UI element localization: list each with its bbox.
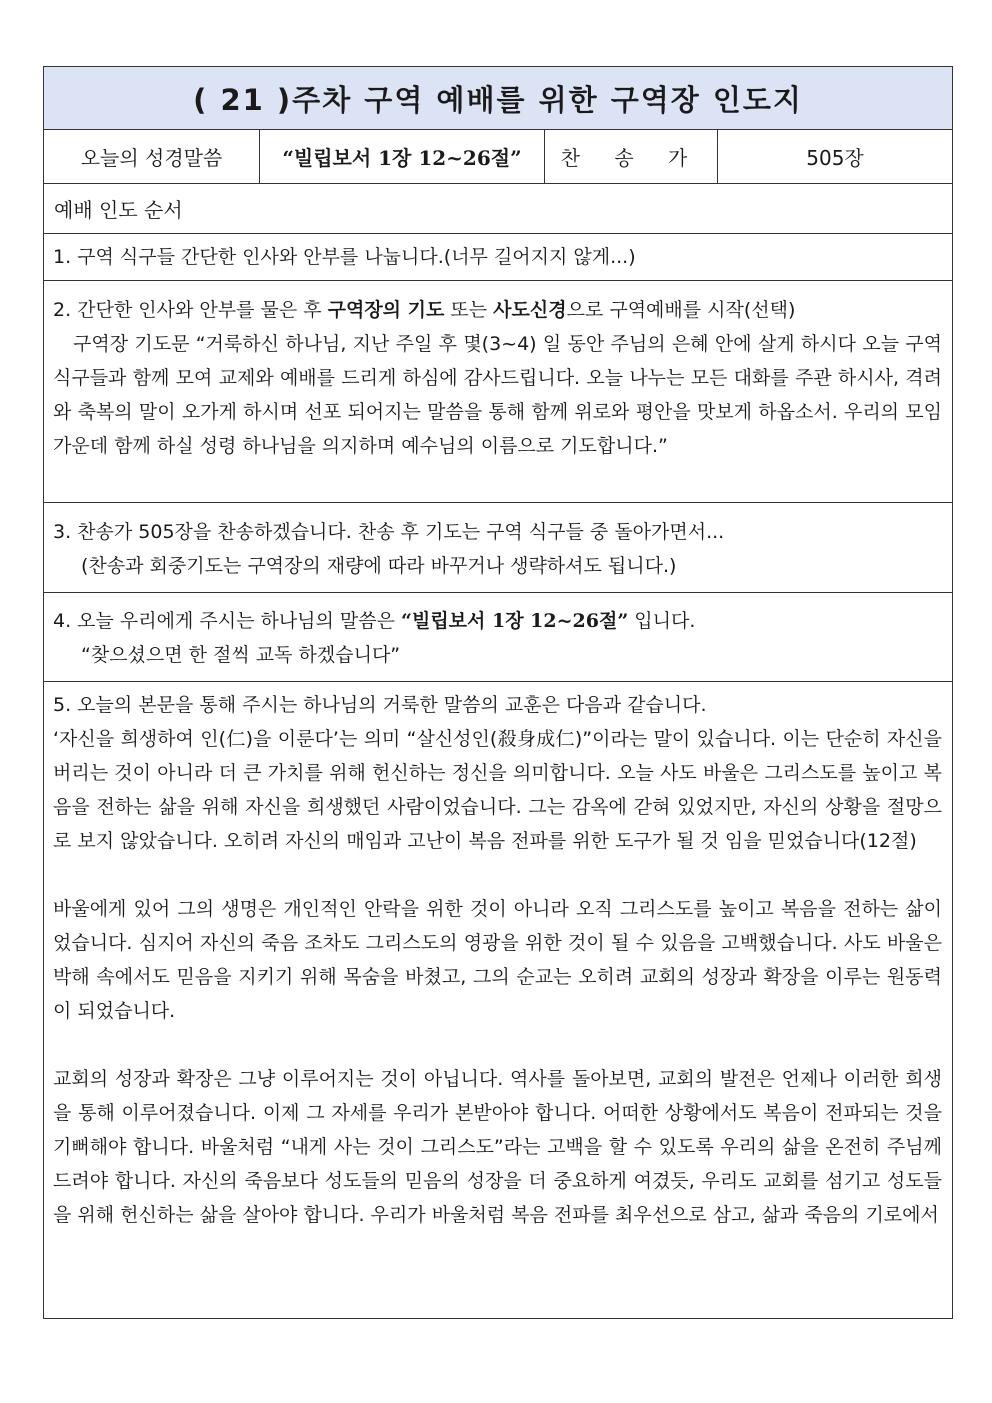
step-4-line-1 (53, 604, 942, 638)
step-4-post: 입니다. (628, 610, 696, 632)
step-5 (44, 682, 952, 1318)
step-2-prayer: 구역장 기도문 “거룩하신 하나님, 지난 주일 후 몇(3~4) 일 동안 주님의 은혜 안에 살게 하시다 오늘 구역 식구들과 함께 모여 교제와 예배를 드리게 하심에 감사드립니다. 오늘 나누는 모든 대화를 주관 하시사, 격려와 축복의 말이 오가게 하시며 선포 되어지는 말씀을 통해 함께 위로와 평안을 맛보게 하옵소서. 우리의 모임 가운데 함께 하실 성령 하나님을 의지하며 예수님의 이름으로 기도합니다.” (53, 333, 942, 457)
hymn-label: 찬 송 가 (545, 130, 718, 183)
step-4 (44, 593, 952, 682)
step-2-pre: 2. 간단한 인사와 안부를 물은 후 (53, 299, 328, 321)
worship-guide-table (43, 66, 953, 1319)
step-2-post: 으로 구역예배를 시작(선택) (566, 299, 796, 321)
step-4-line-2: “찾으셨으면 한 절씩 교독 하겠습니다” (81, 644, 401, 666)
step-5-para-1: ‘자신을 희생하여 인(仁)을 이룬다’는 의미 “살신성인(殺身成仁)”이라는 말이 있습니다. 이는 단순히 자신을 버리는 것이 아니라 더 큰 가치를 위해 헌신하는 정신을 의미합니다. 오늘 사도 바울은 그리스도를 높이고 복음을 전하는 삶을 위해 자신을 희생했던 사람이었습니다. 그는 감옥에 갇혀 있었지만, 자신의 상황을 절망으로 보지 않았습니다. 오히려 자신의 매임과 고난이 복음 전파를 위한 도구가 될 것 임을 믿었습니다(12절) (53, 728, 942, 852)
step-1-text: 1. 구역 식구들 간단한 인사와 안부를 나눕니다.(너무 길어지지 않게...) (53, 246, 636, 268)
step-2-intro (53, 293, 942, 327)
step-3 (44, 503, 952, 593)
step-3-line-2: (찬송과 회중기도는 구역장의 재량에 따라 바꾸거나 생략하셔도 됩니다.) (81, 555, 677, 577)
step-5-para-2: 바울에게 있어 그의 생명은 개인적인 안락을 위한 것이 아니라 오직 그리스도를 높이고 복음을 전하는 삶이었습니다. 심지어 자신의 죽음 조차도 그리스도의 영광을 위한 것이 될 수 있음을 고백했습니다. 사도 바울은 박해 속에서도 믿음을 지키기 위해 목숨을 바쳤고, 그의 순교는 오히려 교회의 성장과 확장을 이루는 원동력이 되었습니다. (53, 898, 942, 1022)
step-2-bold-2: 사도신경 (493, 299, 567, 321)
spacer (53, 1028, 942, 1062)
step-4-scripture: “빌립보서 1장 12~26절” (401, 610, 629, 632)
hymn-value: 505장 (806, 146, 864, 170)
scripture-label: 오늘의 성경말씀 (44, 130, 260, 183)
spacer (53, 858, 942, 892)
step-2 (44, 281, 952, 503)
scripture-value: “빌립보서 1장 12~26절” (260, 130, 545, 183)
order-header: 예배 인도 순서 (44, 184, 952, 234)
step-2-mid: 또는 (444, 299, 494, 321)
step-3-line-1: 3. 찬송가 505장을 찬송하겠습니다. 찬송 후 기도는 구역 식구들 중 돌아가면서... (53, 521, 725, 543)
step-2-bold-1: 구역장의 기도 (327, 299, 445, 321)
info-row (44, 130, 952, 184)
step-1 (44, 234, 952, 281)
step-4-pre: 4. 오늘 우리에게 주시는 하나님의 말씀은 (53, 610, 402, 632)
step-5-line-1: 5. 오늘의 본문을 통해 주시는 하나님의 거룩한 말씀의 교훈은 다음과 같습니다. (53, 694, 707, 716)
step-5-para-3: 교회의 성장과 확장은 그냥 이루어지는 것이 아닙니다. 역사를 돌아보면, 교회의 발전은 언제나 이러한 희생을 통해 이루어졌습니다. 이제 그 자세를 우리가 본받아야 합니다. 어떠한 상황에서도 복음이 전파되는 것을 기뻐해야 합니다. 바울처럼 “내게 사는 것이 그리스도”라는 고백을 할 수 있도록 우리의 삶을 온전히 주님께 드려야 합니다. 자신의 죽음보다 성도들의 믿음의 성장을 더 중요하게 여겼듯, 우리도 교회를 섬기고 성도들을 위해 헌신하는 삶을 살아야 합니다. 우리가 바울처럼 복음 전파를 최우선으로 삼고, 삶과 죽음의 기로에서 (53, 1068, 942, 1226)
page-title: ( 21 )주차 구역 예배를 위한 구역장 인도지 (44, 67, 952, 130)
